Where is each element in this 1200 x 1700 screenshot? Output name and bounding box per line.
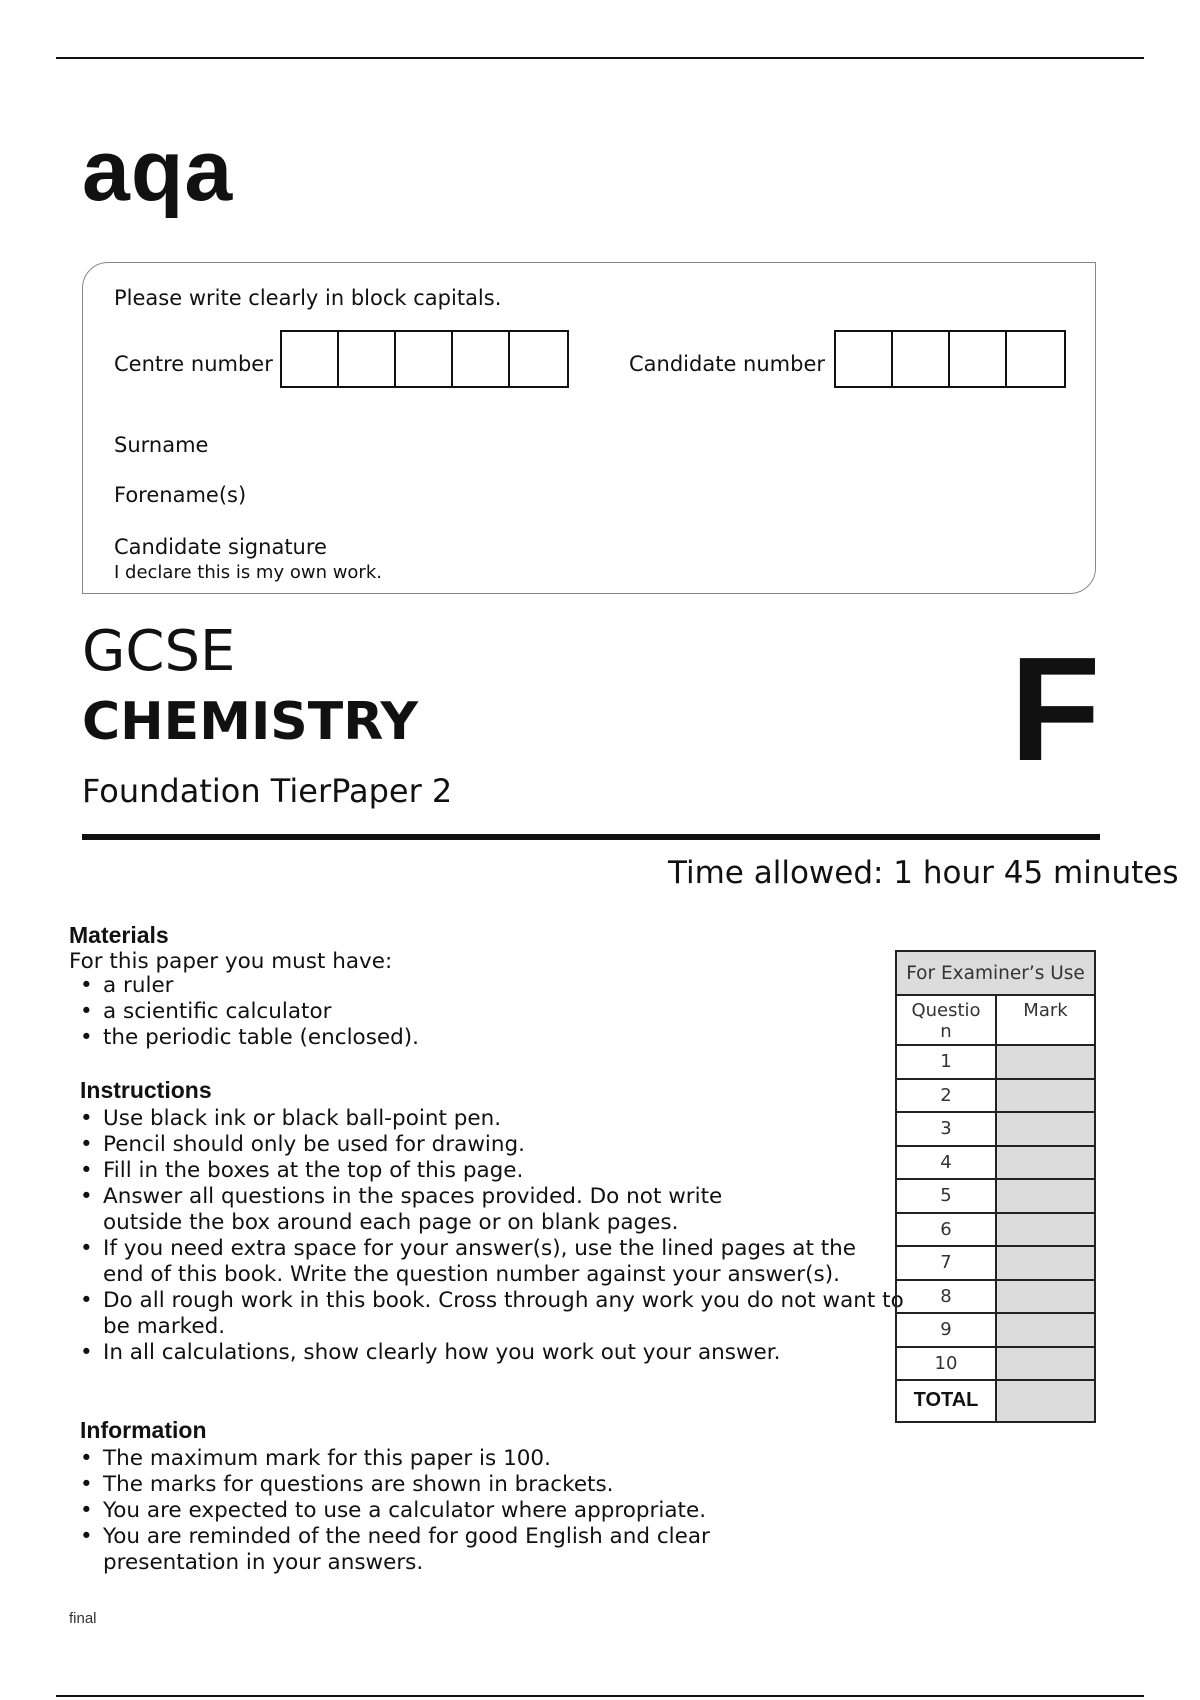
information-heading: Information <box>80 1417 207 1443</box>
table-row <box>897 1314 1094 1348</box>
table-row <box>897 1046 1094 1080</box>
aqa-logo: aqa <box>82 123 234 219</box>
question-number: 5 <box>897 1180 997 1212</box>
candidate-number-digit-box[interactable] <box>893 332 950 386</box>
centre-number-digit-box[interactable] <box>339 332 396 386</box>
mark-column-header: Mark <box>1023 1000 1068 1021</box>
signature-label: Candidate signature <box>114 535 327 559</box>
candidate-number-label: Candidate number <box>629 352 825 376</box>
qualification-title: GCSE <box>82 619 236 684</box>
block-capitals-instruction: Please write clearly in block capitals. <box>114 286 502 310</box>
centre-number-label: Centre number <box>114 352 273 376</box>
table-row <box>897 1080 1094 1114</box>
table-row <box>897 1180 1094 1214</box>
question-number: 6 <box>897 1214 997 1246</box>
mark-cell <box>997 1214 1094 1246</box>
centre-number-digit-box[interactable] <box>282 332 339 386</box>
centre-number-digit-box[interactable] <box>396 332 453 386</box>
total-label: TOTAL <box>897 1381 997 1421</box>
candidate-number-digit-box[interactable] <box>1007 332 1064 386</box>
declaration-text: I declare this is my own work. <box>114 562 382 583</box>
question-number: 2 <box>897 1080 997 1112</box>
question-column-header: Questio n <box>897 996 997 1044</box>
mark-cell <box>997 1113 1094 1145</box>
tier-letter: F <box>1010 627 1101 792</box>
bottom-rule <box>56 1695 1144 1697</box>
question-number: 3 <box>897 1113 997 1145</box>
list-item: • Use black ink or black ball-point pen. <box>80 1106 502 1131</box>
list-item: • Pencil should only be used for drawing. <box>80 1132 526 1157</box>
list-item: • If you need extra space for your answer(s), use the lined pages at the end of this book. Write the question number against your answer(s). <box>80 1236 857 1287</box>
instructions-heading: Instructions <box>80 1077 212 1103</box>
list-item: • The marks for questions are shown in brackets. <box>80 1472 614 1497</box>
table-row <box>897 1214 1094 1248</box>
mark-cell <box>997 1046 1094 1078</box>
materials-heading: Materials <box>69 922 169 948</box>
list-item: • Do all rough work in this book. Cross through any work you do not want to be marked. <box>80 1288 904 1339</box>
list-item: • Answer all questions in the spaces provided. Do not write outside the box around each page or on blank pages. <box>80 1184 723 1235</box>
list-item: • You are expected to use a calculator where appropriate. <box>80 1498 707 1523</box>
tier-and-paper: Foundation TierPaper 2 <box>82 772 453 810</box>
mark-cell <box>997 1147 1094 1179</box>
total-mark-cell <box>997 1381 1094 1421</box>
mark-cell <box>997 1180 1094 1212</box>
question-number: 10 <box>897 1348 997 1380</box>
list-item: • the periodic table (enclosed). <box>80 1025 420 1050</box>
table-row <box>897 1113 1094 1147</box>
question-number: 1 <box>897 1046 997 1078</box>
mark-cell <box>997 1247 1094 1279</box>
information-list <box>69 1446 803 1576</box>
footer-note: final <box>69 1610 97 1627</box>
centre-number-digit-box[interactable] <box>453 332 510 386</box>
table-row <box>897 1147 1094 1181</box>
list-item: • Fill in the boxes at the top of this page. <box>80 1158 524 1183</box>
time-allowed: Time allowed: 1 hour 45 minutes <box>668 855 1179 891</box>
mark-cell <box>997 1314 1094 1346</box>
list-item: • a ruler <box>80 973 174 998</box>
centre-number-digit-box[interactable] <box>510 332 567 386</box>
centre-number-boxes[interactable] <box>280 330 569 388</box>
mark-cell <box>997 1080 1094 1112</box>
question-number: 8 <box>897 1281 997 1313</box>
materials-list <box>69 973 419 1051</box>
subject-title: CHEMISTRY <box>82 692 419 752</box>
list-item: • In all calculations, show clearly how you work out your answer. <box>80 1340 781 1365</box>
materials-intro: For this paper you must have: <box>69 949 393 974</box>
top-rule <box>56 57 1144 59</box>
table-row <box>897 1247 1094 1281</box>
candidate-number-digit-box[interactable] <box>836 332 893 386</box>
mark-cell <box>997 1348 1094 1380</box>
title-divider <box>82 834 1100 840</box>
question-number: 4 <box>897 1147 997 1179</box>
list-item: • You are reminded of the need for good English and clear presentation in your answers. <box>80 1524 710 1575</box>
total-row <box>897 1381 1094 1421</box>
forenames-label: Forename(s) <box>114 483 247 507</box>
examiner-table-title: For Examiner’s Use <box>897 952 1094 996</box>
question-number: 7 <box>897 1247 997 1279</box>
mark-cell <box>997 1281 1094 1313</box>
instructions-list <box>69 1106 918 1366</box>
candidate-number-boxes[interactable] <box>834 330 1066 388</box>
surname-label: Surname <box>114 433 209 457</box>
table-row <box>897 1348 1094 1382</box>
examiner-table-header-row <box>897 996 1094 1046</box>
list-item: • The maximum mark for this paper is 100. <box>80 1446 551 1471</box>
table-row <box>897 1281 1094 1315</box>
question-number: 9 <box>897 1314 997 1346</box>
examiner-use-table <box>895 950 1096 1423</box>
candidate-number-digit-box[interactable] <box>950 332 1007 386</box>
list-item: • a scientific calculator <box>80 999 332 1024</box>
